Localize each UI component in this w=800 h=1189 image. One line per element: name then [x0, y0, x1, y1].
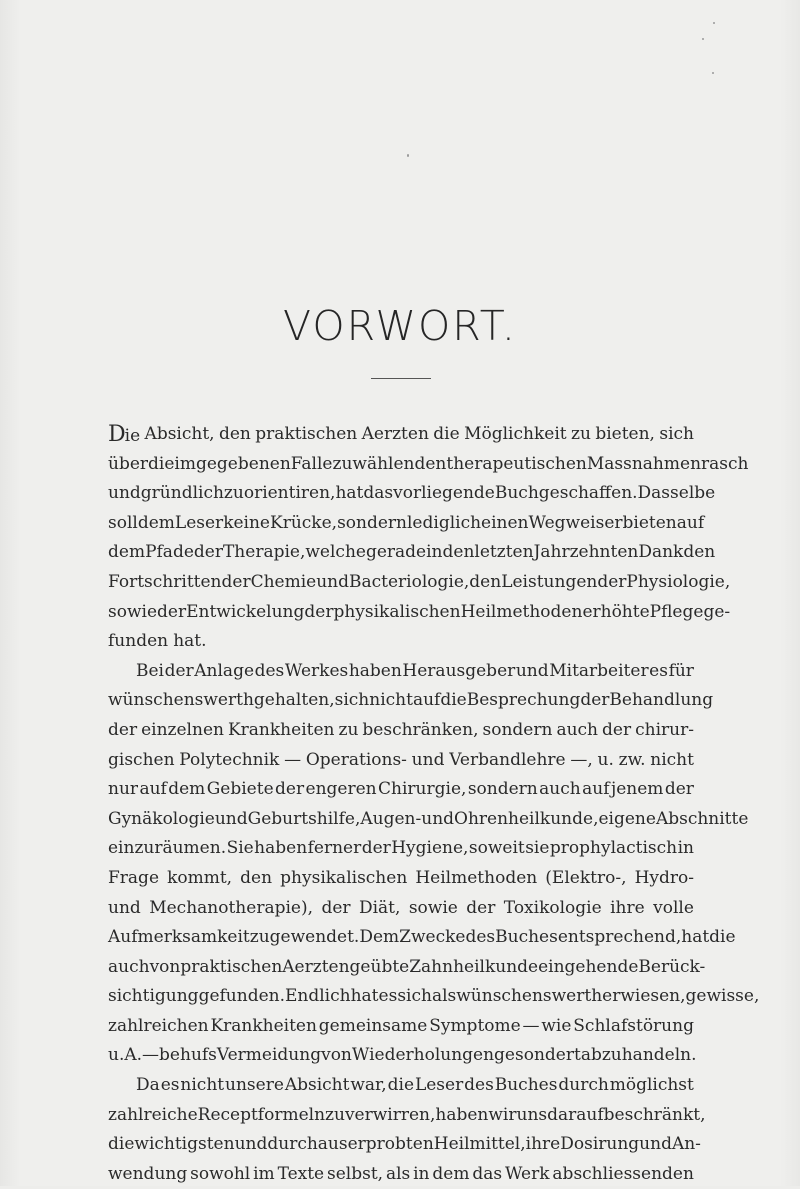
text-line	[108, 864, 694, 894]
word: der	[602, 719, 632, 740]
word: im	[253, 1163, 275, 1184]
word: der	[304, 601, 334, 622]
word: Berück-	[638, 956, 706, 977]
word: der	[321, 897, 351, 918]
word: Absicht	[284, 1075, 350, 1096]
word: unsere	[225, 1075, 284, 1096]
word: Zwecke	[399, 927, 466, 948]
word: sich	[397, 986, 432, 1007]
text-line	[108, 746, 694, 776]
word: (Elektro-,	[545, 867, 627, 888]
word: wir	[488, 1104, 517, 1125]
word: Toxikologie	[503, 897, 602, 918]
word: Krankheiten	[227, 719, 335, 740]
page-title: VORWORT.	[283, 302, 517, 350]
word: sie	[525, 838, 550, 859]
word: abschliessenden	[552, 1163, 694, 1184]
word: kommt,	[167, 867, 233, 888]
word: erprobten	[347, 1134, 434, 1155]
text-line	[108, 450, 749, 480]
word: —,	[570, 749, 593, 770]
paper-speck	[407, 154, 409, 157]
word: volle	[653, 897, 694, 918]
word: Buches	[494, 1075, 558, 1096]
word: Dank	[638, 542, 684, 563]
text-line	[108, 1012, 694, 1042]
word: Endlich	[285, 986, 351, 1007]
word: die	[709, 927, 736, 948]
word: der	[221, 571, 251, 592]
word: darauf	[547, 1104, 604, 1125]
word: Buches	[495, 927, 558, 948]
word: der	[597, 571, 627, 592]
word: Pfade	[145, 542, 194, 563]
word: Krücke,	[270, 512, 338, 533]
word: Entwickelung	[186, 601, 305, 622]
word: bieten	[622, 512, 677, 533]
word: Aerzten	[361, 424, 429, 444]
word: im	[174, 453, 196, 474]
word: Anlage	[194, 660, 255, 681]
word: es	[160, 1075, 180, 1096]
word: auf	[412, 690, 441, 711]
word: Symptome	[429, 1015, 521, 1036]
word: nicht	[650, 749, 694, 770]
word: Schlafstörung	[573, 1015, 694, 1036]
word: zahlreichen	[108, 1015, 209, 1036]
word: auch	[556, 719, 598, 740]
word: der	[466, 897, 496, 918]
word: Abschnitte	[655, 808, 749, 829]
title-rule	[371, 378, 431, 379]
word: rasch	[701, 453, 749, 474]
word: ge-	[703, 601, 731, 622]
word: des	[254, 660, 285, 681]
word: den	[442, 542, 475, 563]
word: vorliegende	[393, 483, 495, 504]
word: Da	[136, 1075, 160, 1096]
word: hat	[350, 986, 379, 1007]
word: —	[522, 1015, 540, 1036]
word: Heilmethoden	[460, 601, 583, 622]
word: entsprechend,	[557, 927, 682, 948]
word: für	[668, 660, 694, 681]
word: Polytechnik	[179, 749, 280, 770]
word: Dem	[359, 927, 400, 948]
word: als	[385, 1163, 411, 1184]
word: Operations-	[305, 749, 407, 770]
word: Gynäkologie	[108, 808, 215, 829]
text-line	[108, 953, 706, 983]
word: Heilmethoden	[415, 867, 538, 888]
text-line	[108, 686, 714, 716]
word: Falle	[290, 453, 333, 474]
word: Geburtshilfe,	[247, 808, 361, 829]
word: Wiederholungen	[351, 1045, 495, 1066]
word: Bacteriologie,	[349, 571, 470, 592]
word: welche	[305, 542, 366, 563]
word: wie	[541, 1015, 572, 1036]
word: gesondert	[494, 1045, 581, 1066]
word: Aufmerksamkeit	[108, 927, 250, 948]
text-line	[108, 538, 716, 568]
word: Jahrzehnten	[533, 542, 639, 563]
word: von	[321, 1045, 352, 1066]
word: Chirurgie,	[378, 779, 467, 800]
word: wünschenswerth	[108, 690, 254, 711]
word: die	[433, 424, 460, 444]
paper-speck	[702, 38, 704, 40]
word: physikalischen	[280, 867, 408, 888]
text-line	[108, 805, 749, 835]
word: physikalischen	[333, 601, 461, 622]
word: selbst,	[327, 1163, 384, 1184]
word: die	[108, 1134, 135, 1155]
word: wählenden	[352, 453, 447, 474]
word: zahlreiche	[108, 1104, 198, 1125]
text-line	[108, 894, 694, 924]
word: Frage	[108, 867, 159, 888]
word: Augen-	[360, 808, 422, 829]
word: Werk	[504, 1163, 550, 1184]
word: auf	[676, 512, 705, 533]
word: in	[677, 838, 694, 859]
word: der	[361, 838, 391, 859]
word: Physiologie,	[626, 571, 731, 592]
word: von	[149, 956, 181, 977]
word: beschränkt,	[603, 1104, 706, 1125]
word: dem	[108, 542, 146, 563]
word: Pflege	[649, 601, 704, 622]
word: einen	[481, 512, 529, 533]
word: hat	[681, 927, 710, 948]
text-line	[108, 1130, 701, 1160]
word: und	[411, 749, 445, 770]
word: ihre	[610, 897, 645, 918]
word: dem	[137, 512, 175, 533]
word: Besprechung	[466, 690, 581, 711]
word: haben	[435, 1104, 489, 1125]
word: Zahnheilkunde	[409, 956, 539, 977]
word: Sie	[226, 838, 254, 859]
text-line	[108, 716, 694, 746]
word: behufs	[159, 1045, 217, 1066]
text-line	[108, 420, 694, 450]
text-line	[108, 834, 694, 864]
word: nicht	[369, 690, 413, 711]
word: Krankheiten	[210, 1015, 317, 1036]
word: Mechanotherapie),	[149, 897, 313, 918]
word: sich	[659, 424, 694, 444]
word: Heilmittel,	[433, 1134, 526, 1155]
word: sich	[334, 690, 370, 711]
word: das	[363, 483, 394, 504]
word: die	[440, 690, 467, 711]
word: Hygiene,	[391, 838, 469, 859]
word: wünschenswerth	[456, 986, 603, 1007]
word: Behandlung	[609, 690, 714, 711]
word: gewisse,	[685, 986, 760, 1007]
word: Chemie	[250, 571, 317, 592]
word: Herausgeber	[402, 660, 516, 681]
word: hat	[335, 483, 364, 504]
word: funden	[108, 631, 169, 652]
word: nicht	[180, 1075, 225, 1096]
word: Dosirung	[560, 1134, 640, 1155]
word: Massnahmen	[586, 453, 702, 474]
text-line	[108, 982, 760, 1012]
word: verwirren,	[344, 1104, 436, 1125]
word: Mitarbeiter	[549, 660, 649, 681]
word: haben	[348, 660, 402, 681]
word: sowohl	[190, 1163, 251, 1184]
word: hat.	[173, 631, 207, 652]
preface-body	[108, 420, 760, 1189]
word: Vermeidung	[216, 1045, 322, 1066]
word: —	[142, 1045, 160, 1066]
word: Ohrenheilkunde,	[454, 808, 599, 829]
word: erhöhte	[582, 601, 650, 622]
word: Gebiete	[206, 779, 274, 800]
word: Wegweiser	[528, 512, 623, 533]
word: soweit	[468, 838, 525, 859]
word: durchaus	[267, 1134, 348, 1155]
word: der	[108, 719, 138, 740]
word: gehalten,	[253, 690, 335, 711]
word: und	[108, 483, 141, 504]
word: ferner	[307, 838, 362, 859]
word: praktischen	[255, 424, 358, 444]
word: geübte	[349, 956, 410, 977]
word: zu	[325, 1104, 345, 1125]
word: sondern	[337, 512, 407, 533]
word: und	[214, 808, 248, 829]
word: es	[378, 986, 398, 1007]
word: der	[193, 542, 223, 563]
word: und	[316, 571, 349, 592]
word: einzelnen	[141, 719, 224, 740]
word: gemeinsame	[318, 1015, 428, 1036]
word: sowie	[108, 601, 158, 622]
word: wendung	[108, 1163, 188, 1184]
word: Leser	[174, 512, 224, 533]
word: Aerzten	[282, 956, 350, 977]
word: letzten	[474, 542, 534, 563]
word: uns	[516, 1104, 548, 1125]
word: war,	[350, 1075, 387, 1096]
word: der	[664, 779, 694, 800]
word: therapeutischen	[446, 453, 587, 474]
word: zw.	[618, 749, 646, 770]
word: es	[649, 660, 668, 681]
word: und	[234, 1134, 268, 1155]
word: ihre	[525, 1134, 561, 1155]
word: dem	[168, 779, 206, 800]
word: einzuräumen.	[108, 838, 227, 859]
word: gerade	[365, 542, 427, 563]
text-line	[108, 775, 694, 805]
word: Bei	[136, 660, 164, 681]
word: möglichst	[609, 1075, 694, 1096]
word: Fortschritten	[108, 571, 222, 592]
word: Hydro-	[634, 867, 694, 888]
word: Dasselbe	[637, 483, 716, 504]
word: und	[108, 897, 141, 918]
word: Diät,	[358, 897, 401, 918]
word: gefunden.	[198, 986, 285, 1007]
word: zu	[571, 424, 591, 444]
word: Absicht,	[144, 424, 215, 444]
word: die	[148, 453, 175, 474]
word: zu	[223, 483, 244, 504]
word: zu	[332, 453, 353, 474]
word: in	[413, 1163, 430, 1184]
word: auf	[139, 779, 167, 800]
word: Verbandlehre	[449, 749, 566, 770]
word: Buch	[494, 483, 539, 504]
word: der	[157, 601, 187, 622]
word: u.	[108, 1045, 125, 1066]
word: der	[275, 779, 305, 800]
text-line	[108, 627, 694, 657]
word: Werkes	[284, 660, 349, 681]
word: und	[421, 808, 455, 829]
word: des	[464, 1075, 494, 1096]
word: sichtigung	[108, 986, 199, 1007]
word: sondern	[467, 779, 538, 800]
word: in	[426, 542, 443, 563]
word: Receptformeln	[197, 1104, 326, 1125]
word: das	[472, 1163, 503, 1184]
word: Leser	[414, 1075, 464, 1096]
paper-speck	[713, 22, 715, 24]
word: nur	[108, 779, 139, 800]
word: Die	[108, 422, 141, 447]
word: und	[515, 660, 549, 681]
word: und	[639, 1134, 672, 1155]
word: Therapie,	[222, 542, 306, 563]
text-line	[108, 1101, 706, 1131]
word: Leistungen	[501, 571, 598, 592]
word: sondern	[482, 719, 553, 740]
word: als	[431, 986, 457, 1007]
word: soll	[108, 512, 138, 533]
text-line	[108, 598, 731, 628]
text-line	[108, 923, 736, 953]
word: engeren	[305, 779, 377, 800]
word: eingehende	[538, 956, 639, 977]
word: dem	[432, 1163, 470, 1184]
word: —	[284, 749, 302, 770]
word: An-	[671, 1134, 701, 1155]
word: praktischen	[180, 956, 283, 977]
word: den	[218, 424, 251, 444]
word: gegebenen	[195, 453, 291, 474]
word: gischen	[108, 749, 175, 770]
text-line	[108, 479, 716, 509]
word: sowie	[408, 897, 458, 918]
word: u.	[597, 749, 614, 770]
word: durch	[558, 1075, 609, 1096]
word: der	[580, 690, 610, 711]
text-line	[108, 657, 694, 687]
word: auch	[108, 956, 150, 977]
word: den	[683, 542, 716, 563]
word: wichtigsten	[134, 1134, 235, 1155]
word: Texte	[277, 1163, 325, 1184]
word: A.	[124, 1045, 143, 1066]
word: den	[240, 867, 273, 888]
word: über	[108, 453, 149, 474]
word: abzuhandeln.	[580, 1045, 697, 1066]
text-line	[108, 568, 731, 598]
word: auch	[539, 779, 581, 800]
word: des	[465, 927, 496, 948]
word: keine	[223, 512, 270, 533]
word: zu	[338, 719, 359, 740]
word: die	[387, 1075, 415, 1096]
word: chirur-	[635, 719, 694, 740]
word: Möglichkeit	[464, 424, 567, 444]
word: orientiren,	[243, 483, 336, 504]
text-line	[108, 1160, 694, 1189]
word: eigene	[598, 808, 656, 829]
text-line	[108, 1041, 697, 1071]
word: auf	[582, 779, 610, 800]
word: bieten,	[595, 424, 655, 444]
word: lediglich	[407, 512, 482, 533]
word: der	[164, 660, 194, 681]
text-line	[108, 1071, 694, 1101]
word: geschaffen.	[538, 483, 638, 504]
word: erwiesen,	[602, 986, 686, 1007]
word: prophylactisch	[549, 838, 678, 859]
word: zugewendet.	[249, 927, 360, 948]
word: gründlich	[140, 483, 224, 504]
paper-speck	[712, 72, 714, 74]
word: jenem	[610, 779, 664, 800]
text-line	[108, 509, 705, 539]
word: den	[469, 571, 502, 592]
word: haben	[254, 838, 308, 859]
word: beschränken,	[362, 719, 479, 740]
